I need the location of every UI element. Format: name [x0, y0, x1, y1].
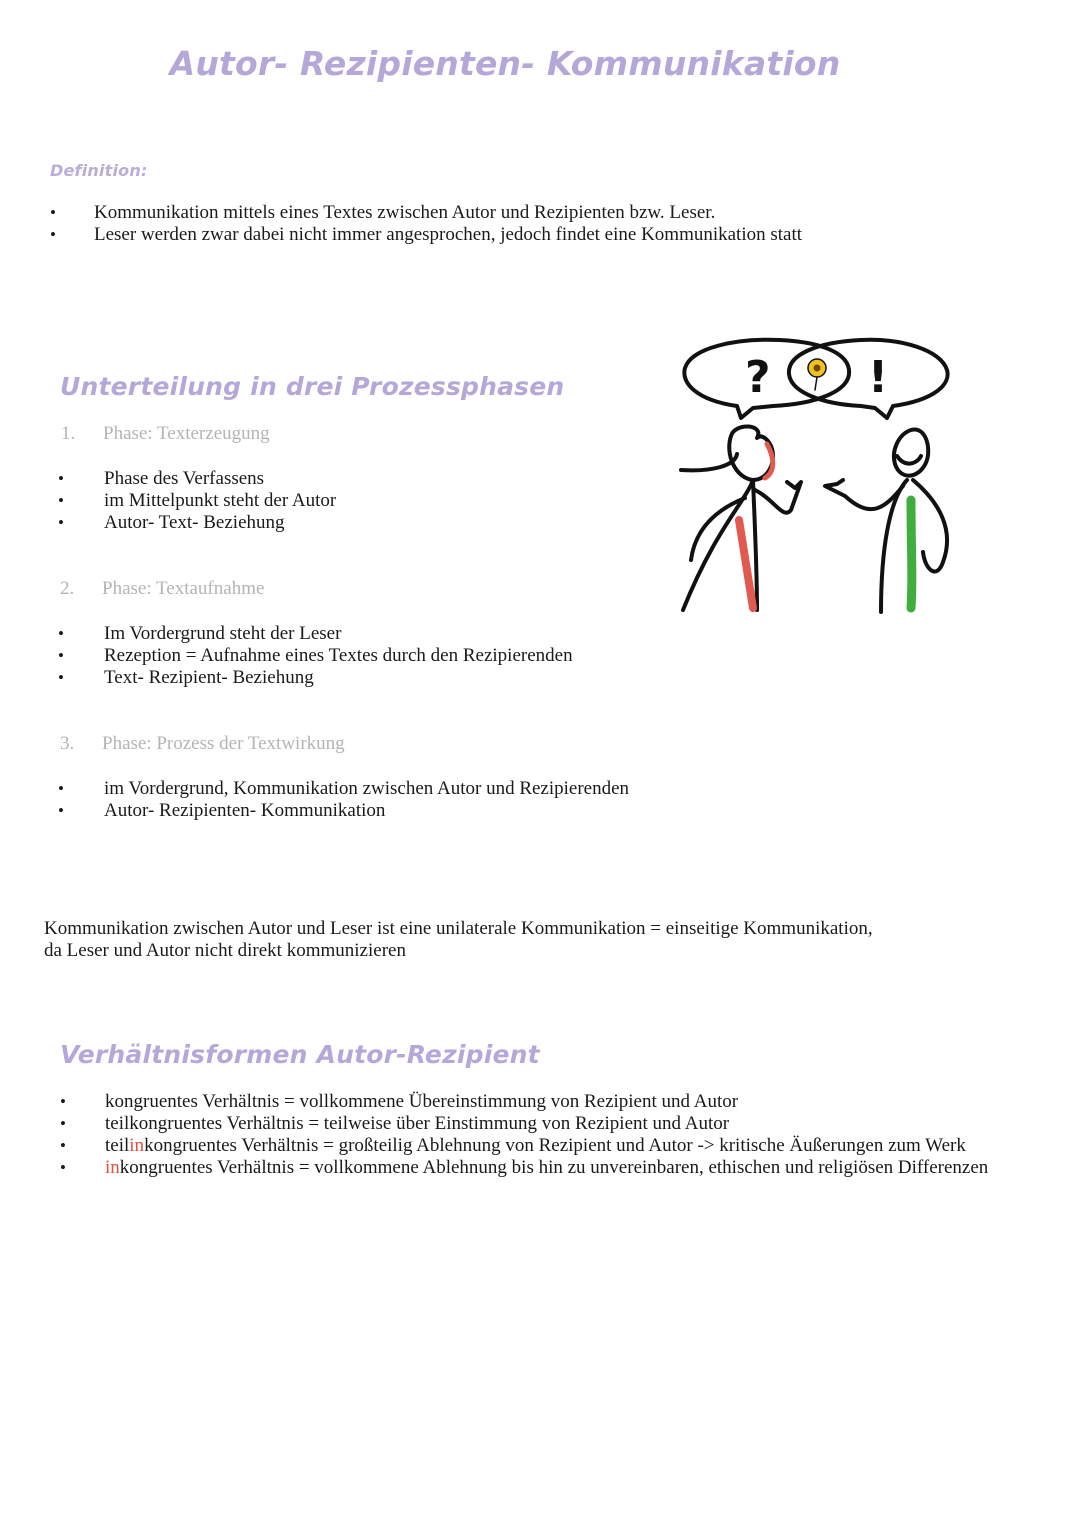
highlight-prefix: in: [129, 1135, 145, 1156]
phase-title: Phase: Prozess der Textwirkung: [102, 733, 345, 754]
phase-number: 1.: [61, 423, 76, 444]
definition-label: Definition:: [50, 161, 148, 180]
list-item: [60, 1157, 990, 1179]
communication-illustration: [675, 330, 960, 620]
section-heading-phases: Unterteilung in drei Prozessphasen: [60, 372, 565, 401]
question-mark-icon: ?: [745, 352, 771, 403]
phase-number: 3.: [60, 733, 75, 754]
list-item: • Kommunikation mittels eines Textes zwischen Autor und Rezipienten bzw. Leser.: [50, 202, 1010, 224]
list-item: • Rezeption = Aufnahme eines Textes durch den Rezipierenden: [58, 645, 758, 667]
person-left: [681, 426, 801, 610]
phase-3-label: [60, 733, 345, 755]
list-item: • Text- Rezipient- Beziehung: [58, 667, 758, 689]
list-item: • im Vordergrund, Kommunikation zwischen Autor und Rezipierenden: [58, 778, 818, 800]
highlight-prefix: in: [105, 1157, 120, 1178]
phase-number: 2.: [60, 578, 75, 599]
list-item: • im Mittelpunkt steht der Autor: [58, 490, 618, 512]
exclamation-mark-icon: !: [868, 352, 889, 403]
list-item: • teilkongruentes Verhältnis = teilweise über Einstimmung von Rezipient und Autor: [60, 1113, 990, 1135]
definition-list: [50, 202, 1010, 246]
phase-2-list: [58, 623, 758, 689]
person-right: [825, 429, 947, 612]
phase-3-list: [58, 778, 818, 822]
list-item: • Autor- Text- Beziehung: [58, 512, 618, 534]
prefix: teil: [105, 1135, 130, 1156]
phase-1-list: [58, 468, 618, 534]
list-item: • Autor- Rezipienten- Kommunikation: [58, 800, 818, 822]
list-item: • Phase des Verfassens: [58, 468, 618, 490]
paragraph-line: da Leser und Autor nicht direkt kommunizieren: [44, 940, 406, 961]
item-text: kongruentes Verhältnis = großteilig Ablehnung von Rezipient und Autor -> kritische Äußerungen zum Werk: [144, 1135, 966, 1156]
phase-title: Phase: Textaufnahme: [102, 578, 265, 599]
item-text: kongruentes Verhältnis = vollkommene Ablehnung bis hin zu unvereinbaren, ethischen und religiösen Differenzen: [119, 1157, 989, 1178]
list-item: • Leser werden zwar dabei nicht immer angesprochen, jedoch findet eine Kommunikation statt: [50, 224, 1010, 246]
phase-2-label: [60, 578, 264, 600]
list-item: • kongruentes Verhältnis = vollkommene Übereinstimmung von Rezipient und Autor: [60, 1091, 990, 1113]
page-title: Autor- Rezipienten- Kommunikation: [169, 44, 841, 83]
paragraph-line: Kommunikation zwischen Autor und Leser ist eine unilaterale Kommunikation = einseitige Kommunikation,: [44, 918, 873, 939]
phase-1-label: [61, 423, 270, 445]
flower-icon: [808, 359, 826, 390]
list-item: [60, 1135, 990, 1157]
relations-list: [60, 1091, 990, 1179]
phase-title: Phase: Texterzeugung: [103, 423, 270, 444]
section-heading-relations: Verhältnisformen Autor-Rezipient: [60, 1040, 540, 1069]
unilateral-paragraph: [44, 918, 1054, 962]
list-item: • Im Vordergrund steht der Leser: [58, 623, 758, 645]
